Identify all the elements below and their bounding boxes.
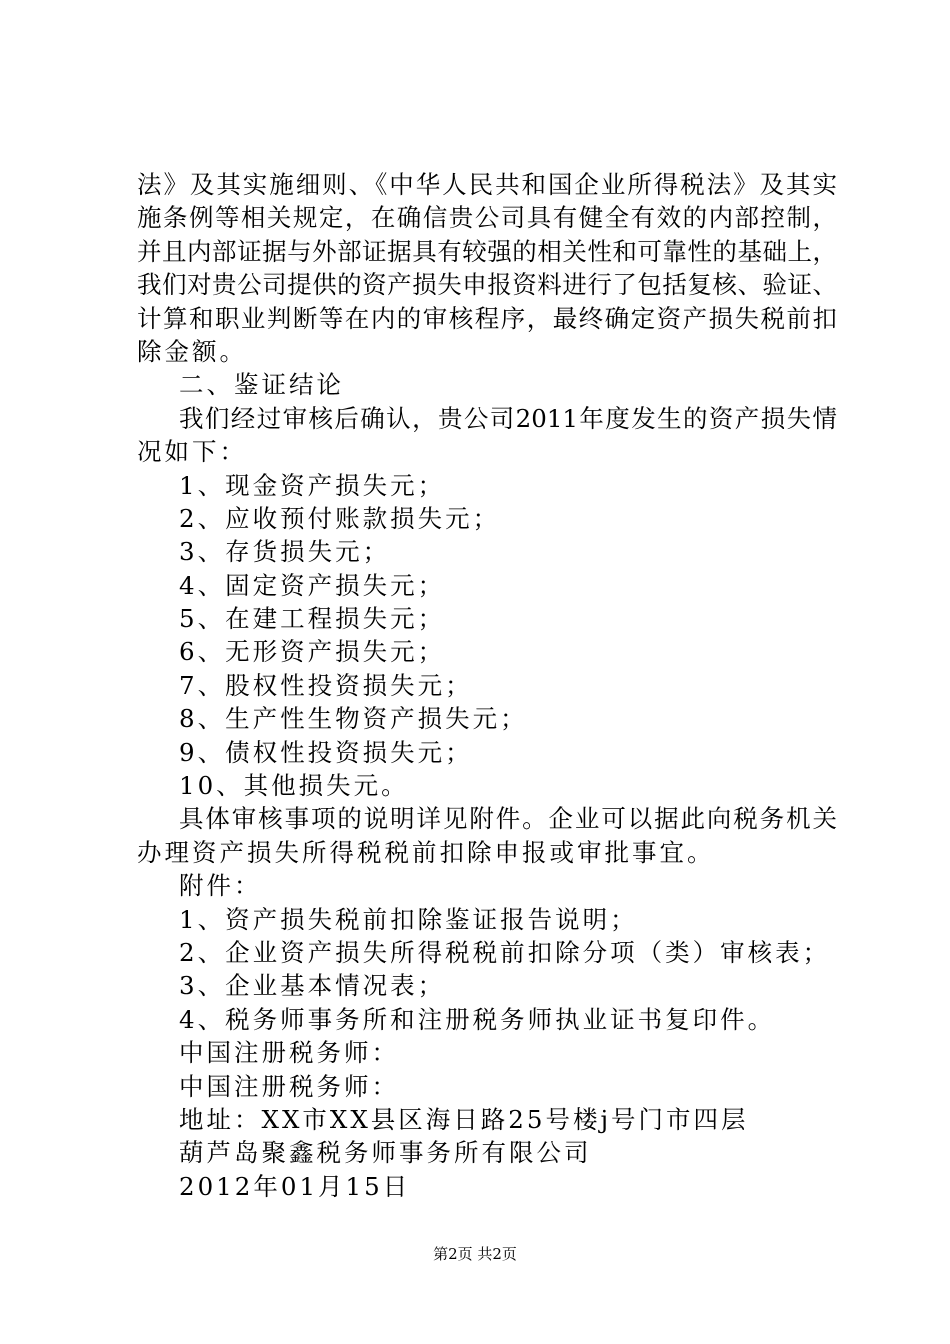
- paragraph-line: 除金额。: [137, 336, 247, 366]
- signatory-line: 中国注册税务师：: [179, 1071, 399, 1101]
- document-body: [137, 168, 837, 1203]
- loss-item: 7、股权性投资损失元；: [179, 670, 473, 700]
- paragraph-line: 办理资产损失所得税税前扣除申报或审批事宜。: [137, 837, 715, 867]
- loss-item: 6、无形资产损失元；: [179, 637, 446, 667]
- report-date: 2012年01月15日: [179, 1171, 411, 1201]
- paragraph-line: 我们经过审核后确认，贵公司2011年度发生的资产损失情: [179, 403, 837, 433]
- page-number-footer: 第2页 共2页: [433, 1245, 517, 1263]
- loss-item: 1、现金资产损失元；: [179, 470, 446, 500]
- paragraph-line: 法》及其实施细则、《中华人民共和国企业所得税法》及其实: [137, 170, 837, 199]
- section-heading: 二、鉴证结论: [179, 370, 344, 400]
- attachments-label: 附件：: [179, 871, 262, 901]
- attachment-item: 3、企业基本情况表；: [179, 971, 446, 1001]
- firm-name: 葫芦岛聚鑫税务师事务所有限公司: [179, 1138, 592, 1168]
- attachment-item: 2、企业资产损失所得税税前扣除分项（类）审核表；: [179, 937, 831, 967]
- loss-item: 3、存货损失元；: [179, 537, 391, 567]
- paragraph-line: 并且内部证据与外部证据具有较强的相关性和可靠性的基础上，: [137, 236, 837, 266]
- signatory-line: 中国注册税务师：: [179, 1038, 399, 1068]
- loss-item: 9、债权性投资损失元；: [179, 737, 473, 767]
- paragraph-line: 计算和职业判断等在内的审核程序，最终确定资产损失税前扣: [137, 303, 837, 333]
- paragraph-line: 具体审核事项的说明详见附件。企业可以据此向税务机关: [179, 804, 837, 834]
- loss-item: 2、应收预付账款损失元；: [179, 503, 501, 533]
- attachment-item: 4、税务师事务所和注册税务师执业证书复印件。: [179, 1004, 776, 1034]
- loss-item: 4、固定资产损失元；: [179, 570, 446, 600]
- attachment-item: 1、资产损失税前扣除鉴证报告说明；: [179, 904, 638, 934]
- paragraph-line: 我们对贵公司提供的资产损失申报资料进行了包括复核、验证、: [137, 270, 837, 300]
- loss-item: 5、在建工程损失元；: [179, 604, 446, 634]
- paragraph-line: 况如下：: [137, 437, 247, 467]
- address-line: 地址：XX市XX县区海日路25号楼j号门市四层: [179, 1104, 749, 1134]
- loss-item: 8、生产性生物资产损失元；: [179, 704, 528, 734]
- paragraph-line: 施条例等相关规定，在确信贵公司具有健全有效的内部控制，: [137, 203, 837, 233]
- loss-item: 10、其他损失元。: [179, 771, 409, 801]
